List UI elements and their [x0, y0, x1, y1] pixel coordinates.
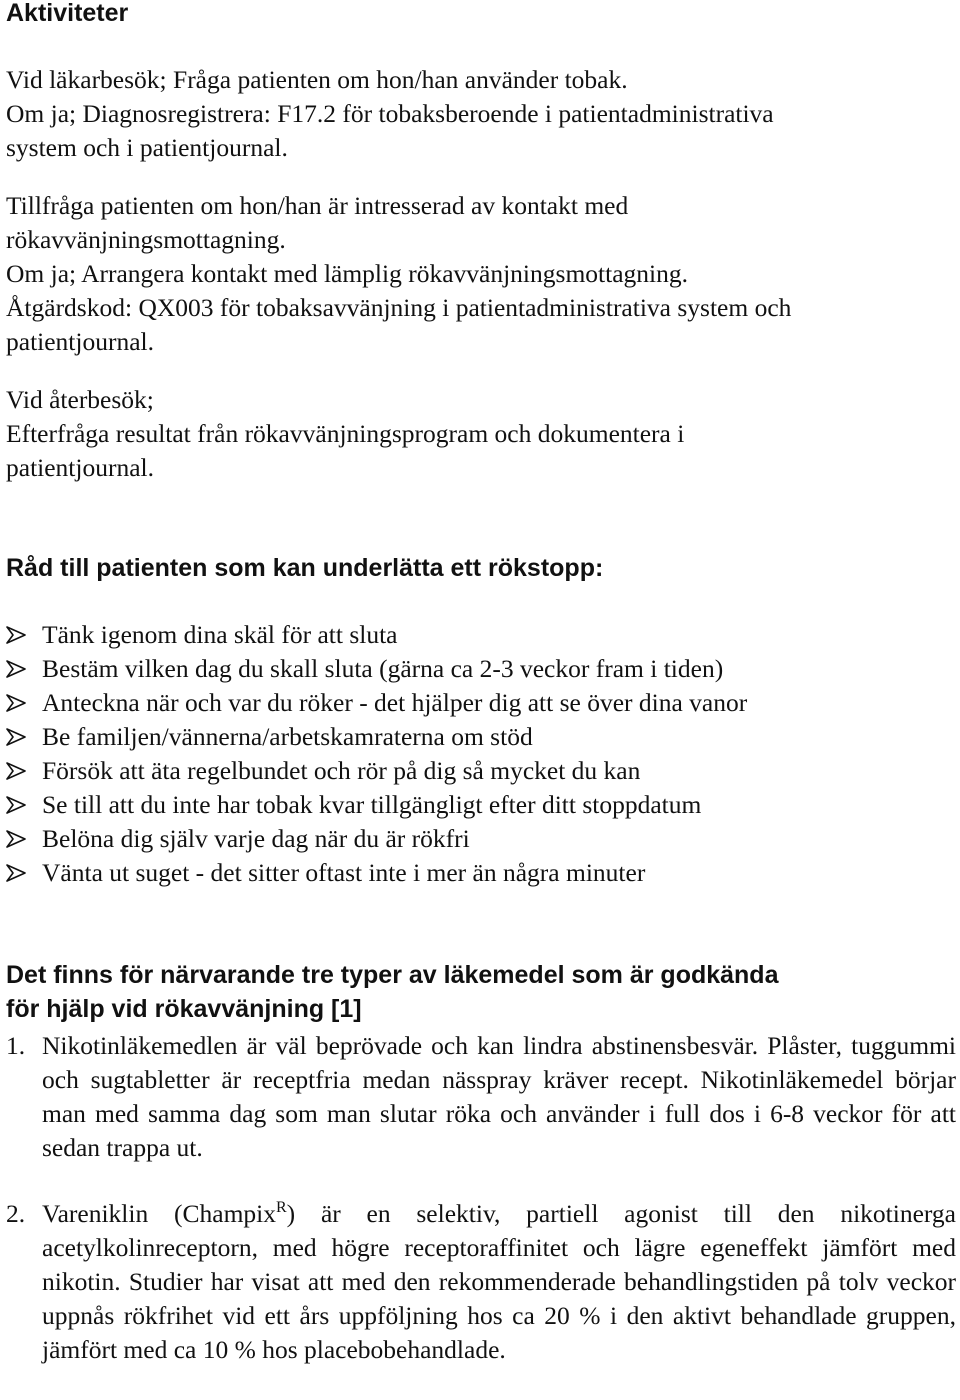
- medication-heading-line-1: Det finns för närvarande tre typer av läkemedel som är godkända: [6, 961, 779, 989]
- varenicline-text-rest: ) är en selektiv, partiell agonist till den nikotinerga acetylkolinreceptorn, med högre receptoraffinitet och lägre egeneffekt jämfört med nikotin. Studier har visat att med den rekommenderade behandlingstiden på tolv veckor uppnås rökfrihet vid ett års uppföljning hos ca 20 % i den aktivt behandlade gruppen, jämfört med ca 10 % hos placebobehandlade.: [42, 1199, 957, 1364]
- inquiry-line-5: patientjournal.: [6, 327, 154, 356]
- list-item: [6, 788, 747, 822]
- revisit-line-1: Vid återbesök;: [6, 385, 154, 414]
- arrow-bullet-icon: [6, 660, 26, 678]
- revisit-line-2: Efterfråga resultat från rökavvänjningsprogram och dokumentera i: [6, 419, 685, 448]
- advice-item-text: Vänta ut suget - det sitter oftast inte i mer än några minuter: [42, 858, 646, 887]
- inquiry-line-1: Tillfråga patienten om hon/han är intresserad av kontakt med: [6, 191, 629, 220]
- list-item: [6, 754, 747, 788]
- advice-item-text: Bestäm vilken dag du skall sluta (gärna ca 2-3 veckor fram i tiden): [42, 654, 724, 683]
- advice-item-text: Belöna dig själv varje dag när du är rökfri: [42, 824, 470, 853]
- visit-line-1: Vid läkarbesök; Fråga patienten om hon/han använder tobak.: [6, 65, 628, 94]
- varenicline-text-start: Vareniklin (Champix: [42, 1199, 276, 1228]
- list-item: [6, 720, 747, 754]
- medication-item-number: 2.: [6, 1199, 26, 1228]
- inquiry-line-2: rökavvänjningsmottagning.: [6, 225, 286, 254]
- arrow-bullet-icon: [6, 864, 26, 882]
- advice-item-text: Försök att äta regelbundet och rör på dig så mycket du kan: [42, 756, 641, 785]
- list-item: [6, 822, 747, 856]
- advice-item-text: Be familjen/vännerna/arbetskamraterna om stöd: [42, 722, 533, 751]
- revisit-line-3: patientjournal.: [6, 453, 154, 482]
- medication-item-text: Nikotinläkemedlen är väl beprövade och kan lindra abstinensbesvär. Plåster, tuggummi och sugtabletter är receptfria medan nässpray kräver recept. Nikotinläkemedel börjar man med samma dag som man slutar röka och använder i full dos i 6-8 veckor för att sedan trappa ut.: [42, 1031, 956, 1162]
- list-item: [6, 686, 747, 720]
- advice-heading: Råd till patienten som kan underlätta ett rökstopp:: [6, 554, 604, 582]
- registered-superscript: R: [276, 1199, 287, 1216]
- advice-item-text: Anteckna när och var du röker - det hjälper dig att se över dina vanor: [42, 688, 748, 717]
- arrow-bullet-icon: [6, 830, 26, 848]
- advice-list: [6, 618, 747, 890]
- list-item: [6, 652, 747, 686]
- visit-line-2: Om ja; Diagnosregistrera: F17.2 för tobaksberoende i patientadministrativa: [6, 99, 774, 128]
- advice-item-text: Se till att du inte har tobak kvar tillgängligt efter ditt stoppdatum: [42, 790, 702, 819]
- arrow-bullet-icon: [6, 694, 26, 712]
- arrow-bullet-icon: [6, 762, 26, 780]
- inquiry-line-3: Om ja; Arrangera kontakt med lämplig rökavvänjningsmottagning.: [6, 259, 688, 288]
- visit-line-3: system och i patientjournal.: [6, 133, 288, 162]
- arrow-bullet-icon: [6, 626, 26, 644]
- arrow-bullet-icon: [6, 728, 26, 746]
- medication-heading-line-2: för hjälp vid rökavvänjning [1]: [6, 995, 362, 1023]
- arrow-bullet-icon: [6, 796, 26, 814]
- page-title: Aktiviteter: [6, 0, 129, 27]
- list-item: [6, 618, 747, 652]
- medication-item-text: [42, 1197, 956, 1367]
- list-item: [6, 856, 747, 890]
- advice-item-text: Tänk igenom dina skäl för att sluta: [42, 620, 398, 649]
- medication-item-number: 1.: [6, 1031, 26, 1060]
- inquiry-line-4: Åtgärdskod: QX003 för tobaksavvänjning i patientadministrativa system och: [6, 293, 792, 322]
